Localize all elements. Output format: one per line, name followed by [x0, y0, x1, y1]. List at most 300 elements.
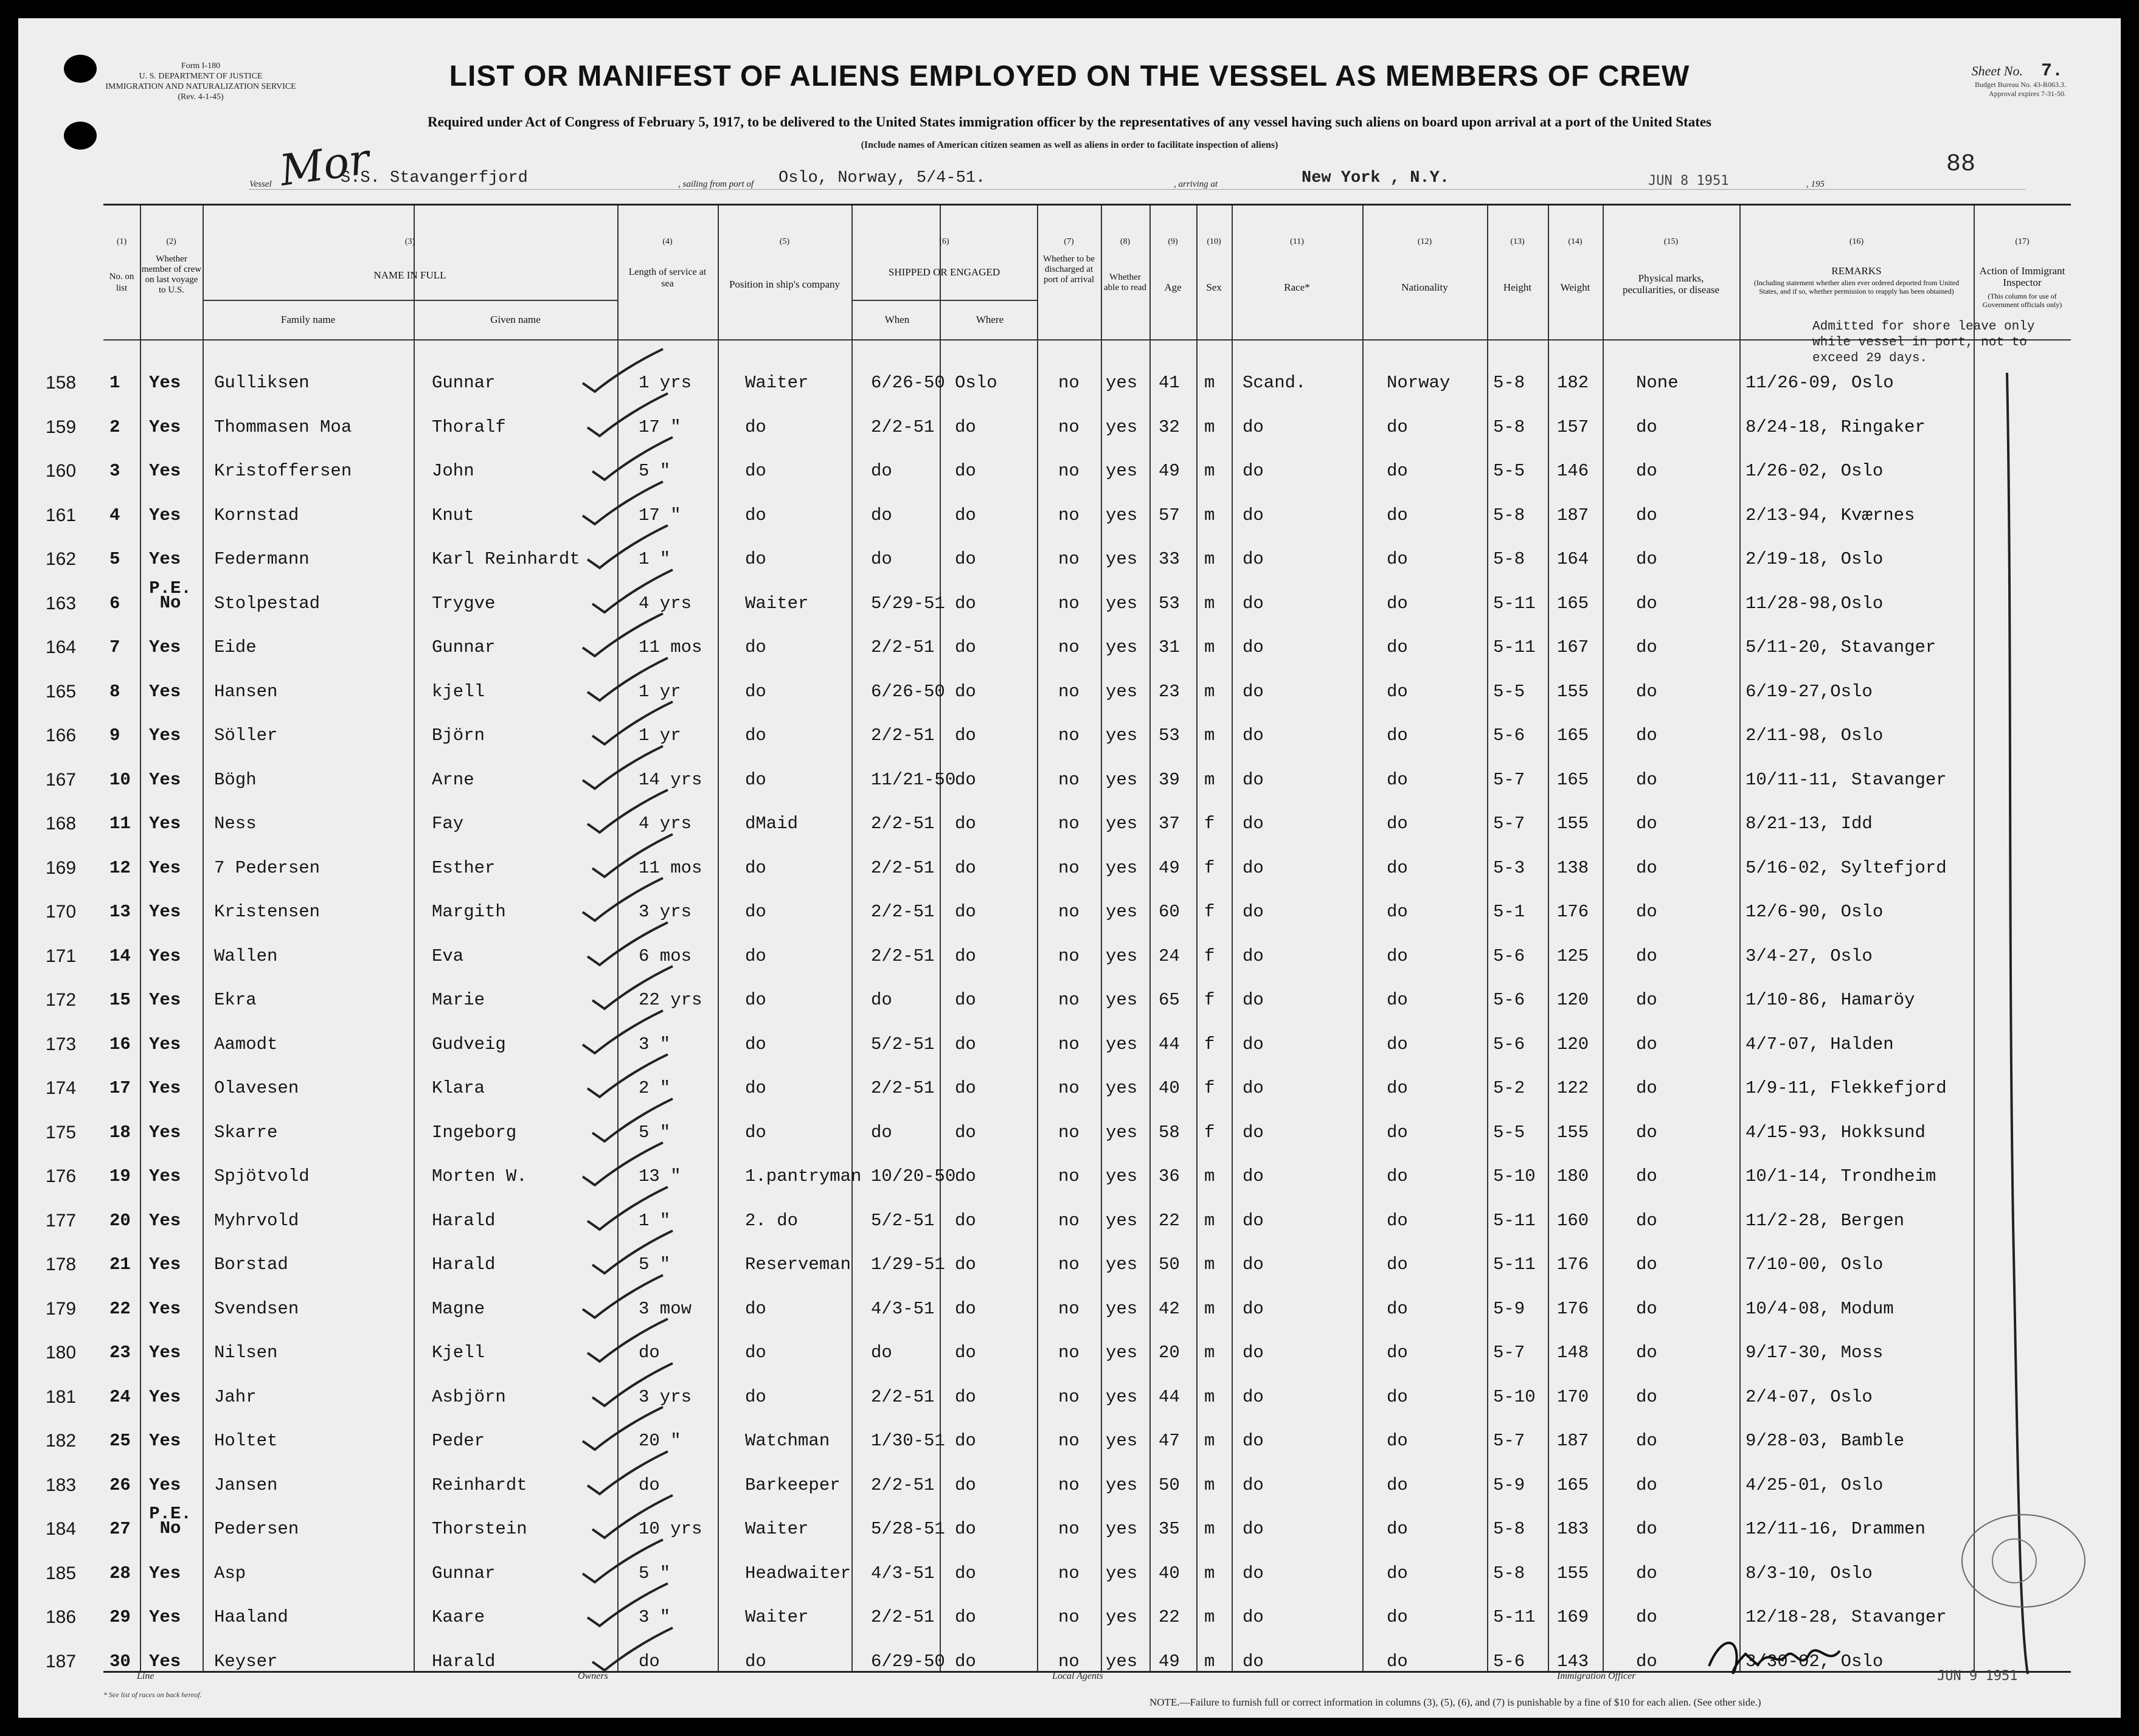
shipped-where-cell: do [955, 1607, 976, 1627]
col9-num: (9) [1168, 237, 1178, 246]
family-name-cell: Olavesen [214, 1078, 299, 1098]
discharged-cell: no [1058, 1210, 1080, 1231]
sex-cell: m [1204, 1386, 1215, 1407]
physical-marks-cell: do [1636, 990, 1657, 1010]
remarks-cell: 10/4-08, Modum [1746, 1298, 1894, 1319]
race-cell: do [1243, 1166, 1264, 1186]
position-cell: do [745, 637, 766, 657]
sheet-number [1972, 61, 2063, 81]
given-name-cell: Kaare [432, 1607, 485, 1627]
able-to-read-cell: yes [1106, 373, 1138, 393]
col11-num: (11) [1290, 237, 1304, 246]
nationality-cell: do [1387, 417, 1408, 437]
list-number-cell: 22 [109, 1298, 131, 1319]
remarks-cell: 5/11-20, Stavanger [1746, 637, 1936, 657]
sex-cell: m [1204, 1210, 1215, 1231]
position-cell: do [745, 1034, 766, 1054]
shipped-when-cell: 2/2-51 [871, 637, 935, 657]
height-cell: 5-7 [1493, 814, 1525, 834]
crew-member-cell: P.E. No [149, 578, 192, 613]
remark-note [1812, 319, 2034, 367]
race-cell: do [1243, 1343, 1264, 1363]
table-row [46, 461, 2071, 481]
age-cell: 47 [1159, 1431, 1180, 1451]
sex-cell: m [1204, 505, 1215, 525]
crew-member-cell: Yes [149, 1651, 181, 1672]
sex-cell: m [1204, 1166, 1215, 1186]
service-length-cell: 20 " [639, 1431, 681, 1451]
sex-cell: m [1204, 593, 1215, 614]
page-number: 88 [1946, 151, 1976, 178]
form-number: Form I-180 [181, 61, 221, 71]
crew-member-cell: Yes [149, 1563, 181, 1583]
position-cell: do [745, 549, 766, 569]
shipped-where-cell: do [955, 417, 976, 437]
family-name-cell: Gulliksen [214, 373, 310, 393]
physical-marks-cell: do [1636, 725, 1657, 745]
age-cell: 65 [1159, 990, 1180, 1010]
checkmark-icon [578, 610, 669, 659]
col3-family-label: Family name [280, 314, 336, 325]
table-row [46, 1210, 2071, 1231]
position-cell: Watchman [745, 1431, 830, 1451]
discharged-cell: no [1058, 505, 1080, 525]
crew-member-cell: Yes [149, 902, 181, 922]
family-name-cell: Söller [214, 725, 278, 745]
weight-cell: 182 [1557, 373, 1589, 393]
service-length-cell: 11 mos [639, 637, 702, 657]
nationality-cell: do [1387, 505, 1408, 525]
race-cell: do [1243, 857, 1264, 878]
position-cell: 2. do [745, 1210, 799, 1231]
given-name-cell: Gunnar [432, 1563, 496, 1583]
height-cell: 5-7 [1493, 1343, 1525, 1363]
checkmark-icon [578, 742, 669, 791]
manifest-sheet [18, 18, 2121, 1718]
shipped-when-cell: 1/29-51 [871, 1254, 945, 1274]
race-cell: do [1243, 902, 1264, 922]
able-to-read-cell: yes [1106, 946, 1138, 966]
sex-cell: m [1204, 1298, 1215, 1319]
shipped-when-cell: 2/2-51 [871, 1607, 935, 1627]
age-cell: 24 [1159, 946, 1180, 966]
age-cell: 37 [1159, 814, 1180, 834]
line-number-cell: 175 [46, 1122, 77, 1143]
race-cell: do [1243, 1034, 1264, 1054]
sex-cell: m [1204, 1343, 1215, 1363]
family-name-cell: 7 Pedersen [214, 857, 321, 878]
list-number-cell: 18 [109, 1122, 131, 1143]
race-cell: do [1243, 814, 1264, 834]
service-length-cell: do [639, 1651, 660, 1672]
vessel-line [249, 169, 2025, 195]
service-length-cell: 1 " [639, 1210, 671, 1231]
checkmark-icon [583, 1315, 674, 1364]
height-cell: 5-8 [1493, 1563, 1525, 1583]
arrival-date-stamp: JUN 8 1951 [1648, 173, 1729, 188]
sex-cell: f [1204, 814, 1215, 834]
discharged-cell: no [1058, 814, 1080, 834]
age-cell: 60 [1159, 902, 1180, 922]
nationality-cell: do [1387, 1431, 1408, 1451]
discharged-cell: no [1058, 1343, 1080, 1363]
line-number-cell: 173 [46, 1034, 77, 1054]
list-number-cell: 29 [109, 1607, 131, 1627]
shipped-where-cell: do [955, 769, 976, 790]
table-row [46, 505, 2071, 525]
remarks-cell: 4/7-07, Halden [1746, 1034, 1894, 1054]
line-number-cell: 183 [46, 1475, 77, 1495]
sex-cell: m [1204, 1563, 1215, 1583]
table-row [46, 1563, 2071, 1583]
family-name-cell: Borstad [214, 1254, 288, 1274]
able-to-read-cell: yes [1106, 593, 1138, 614]
physical-marks-cell: do [1636, 1034, 1657, 1054]
discharged-cell: no [1058, 549, 1080, 569]
line-number-cell: 170 [46, 902, 77, 922]
footer-officer-label: Immigration Officer [1557, 1671, 1636, 1681]
list-number-cell: 11 [109, 814, 131, 834]
race-cell: do [1243, 990, 1264, 1010]
nationality-cell: do [1387, 1386, 1408, 1407]
remarks-cell: 6/19-27,Oslo [1746, 681, 1873, 702]
given-name-cell: Karl Reinhardt [432, 549, 580, 569]
service-length-cell: 4 yrs [639, 593, 692, 614]
line-number-cell: 160 [46, 461, 77, 481]
service-length-cell: do [639, 1343, 660, 1363]
given-name-cell: Morten W. [432, 1166, 527, 1186]
sex-cell: m [1204, 769, 1215, 790]
shipped-when-cell: 2/2-51 [871, 1078, 935, 1098]
age-cell: 23 [1159, 681, 1180, 702]
nationality-cell: do [1387, 769, 1408, 790]
weight-cell: 169 [1557, 1607, 1589, 1627]
family-name-cell: Myhrvold [214, 1210, 299, 1231]
age-cell: 22 [1159, 1607, 1180, 1627]
col16-label: REMARKS [1831, 265, 1882, 277]
race-cell: do [1243, 1607, 1264, 1627]
family-name-cell: Pedersen [214, 1519, 299, 1539]
list-number-cell: 12 [109, 857, 131, 878]
weight-cell: 155 [1557, 814, 1589, 834]
shipped-where-cell: do [955, 725, 976, 745]
col8-num: (8) [1120, 237, 1131, 246]
physical-marks-cell: do [1636, 769, 1657, 790]
weight-cell: 187 [1557, 505, 1589, 525]
shipped-when-cell: 6/26-50 [871, 373, 945, 393]
crew-member-cell: Yes [149, 373, 181, 393]
physical-marks-cell: do [1636, 549, 1657, 569]
age-cell: 39 [1159, 769, 1180, 790]
physical-marks-cell: do [1636, 1386, 1657, 1407]
able-to-read-cell: yes [1106, 1298, 1138, 1319]
family-name-cell: Skarre [214, 1122, 278, 1143]
shipped-when-cell: 6/26-50 [871, 681, 945, 702]
physical-marks-cell: do [1636, 637, 1657, 657]
col14-num: (14) [1568, 237, 1583, 246]
position-cell: do [745, 505, 766, 525]
line-number-cell: 178 [46, 1254, 77, 1274]
remarks-cell: 7/10-00, Oslo [1746, 1254, 1884, 1274]
line-number-cell: 166 [46, 725, 77, 745]
family-name-cell: Hansen [214, 681, 278, 702]
weight-cell: 155 [1557, 681, 1589, 702]
nationality-cell: do [1387, 725, 1408, 745]
race-cell: do [1243, 681, 1264, 702]
weight-cell: 180 [1557, 1166, 1589, 1186]
table-row [46, 814, 2071, 834]
age-cell: 33 [1159, 549, 1180, 569]
col6-label: SHIPPED OR ENGAGED [888, 266, 1000, 278]
discharged-cell: no [1058, 1563, 1080, 1583]
checkmark-icon [578, 1271, 669, 1320]
checkmark-icon [578, 1139, 669, 1188]
given-name-cell: Asbjörn [432, 1386, 506, 1407]
discharged-cell: no [1058, 769, 1080, 790]
sex-cell: m [1204, 549, 1215, 569]
remark-note-line-1: Admitted for shore leave only [1812, 320, 2035, 334]
checkmark-icon [583, 1051, 674, 1099]
age-cell: 31 [1159, 637, 1180, 657]
line-number-cell: 187 [46, 1651, 77, 1672]
arriving-label: , arriving at [1174, 179, 1218, 189]
height-cell: 5-6 [1493, 1034, 1525, 1054]
shipped-when-cell: 11/21-50 [871, 769, 956, 790]
sex-cell: f [1204, 946, 1215, 966]
footnote: * See list of races on back hereof. [103, 1690, 202, 1699]
list-number-cell: 8 [109, 681, 120, 702]
nationality-cell: do [1387, 549, 1408, 569]
height-cell: 5-10 [1493, 1386, 1536, 1407]
race-cell: do [1243, 1122, 1264, 1143]
sex-cell: f [1204, 1122, 1215, 1143]
service-name: IMMIGRATION AND NATURALIZATION SERVICE [105, 82, 296, 91]
given-name-cell: Thorstein [432, 1519, 527, 1539]
family-name-cell: Aamodt [214, 1034, 278, 1054]
physical-marks-cell: do [1636, 1651, 1657, 1672]
nationality-cell: Norway [1387, 373, 1451, 393]
discharged-cell: no [1058, 1607, 1080, 1627]
race-cell: do [1243, 1254, 1264, 1274]
col9-label: Age [1164, 282, 1182, 293]
shipped-when-cell: 5/2-51 [871, 1034, 935, 1054]
crew-member-cell: Yes [149, 681, 181, 702]
checkmark-icon [583, 522, 674, 570]
height-cell: 5-8 [1493, 1519, 1525, 1539]
remarks-cell: 9/28-03, Bamble [1746, 1431, 1905, 1451]
race-cell: do [1243, 1651, 1264, 1672]
shipped-where-cell: do [955, 1563, 976, 1583]
able-to-read-cell: yes [1106, 1386, 1138, 1407]
race-cell: do [1243, 1519, 1264, 1539]
shipped-where-cell: do [955, 857, 976, 878]
checkmark-icon [588, 566, 679, 615]
col2-num: (2) [166, 237, 176, 246]
col17-label: Action of Immigrant Inspector [1979, 265, 2065, 288]
position-cell: do [745, 461, 766, 481]
year-label: , 195 [1806, 179, 1825, 189]
shipped-when-cell: 4/3-51 [871, 1298, 935, 1319]
race-cell: do [1243, 769, 1264, 790]
vessel-label: Vessel [249, 179, 272, 189]
crew-member-cell: Yes [149, 1122, 181, 1143]
discharged-cell: no [1058, 1254, 1080, 1274]
race-cell: do [1243, 1475, 1264, 1495]
discharged-cell: no [1058, 417, 1080, 437]
line-number-cell: 169 [46, 857, 77, 878]
discharged-cell: no [1058, 1519, 1080, 1539]
remarks-cell: 2/13-94, Kværnes [1746, 505, 1915, 525]
footer-owners-label: Owners [578, 1671, 608, 1681]
line-number-cell: 180 [46, 1343, 77, 1363]
given-name-cell: Magne [432, 1298, 485, 1319]
position-cell: do [745, 1298, 766, 1319]
remarks-cell: 4/25-01, Oslo [1746, 1475, 1884, 1495]
age-cell: 20 [1159, 1343, 1180, 1363]
table-row [46, 1504, 2071, 1539]
crew-member-cell: Yes [149, 549, 181, 569]
list-number-cell: 25 [109, 1431, 131, 1451]
list-number-cell: 5 [109, 549, 120, 569]
sheet-label: Sheet No. [1971, 63, 2023, 78]
remarks-cell: 9/17-30, Moss [1746, 1343, 1884, 1363]
sex-cell: f [1204, 1034, 1215, 1054]
arriving-port: New York , N.Y. [1302, 169, 1450, 187]
physical-marks-cell: None [1636, 373, 1679, 393]
line-number-cell: 172 [46, 990, 77, 1010]
able-to-read-cell: yes [1106, 902, 1138, 922]
list-number-cell: 4 [109, 505, 120, 525]
nationality-cell: do [1387, 1122, 1408, 1143]
remarks-cell: 1/10-86, Hamaröy [1746, 990, 1915, 1010]
weight-cell: 120 [1557, 1034, 1589, 1054]
given-name-cell: Eva [432, 946, 464, 966]
height-cell: 5-10 [1493, 1166, 1536, 1186]
physical-marks-cell: do [1636, 1122, 1657, 1143]
height-cell: 5-7 [1493, 1431, 1525, 1451]
list-number-cell: 13 [109, 902, 131, 922]
line-number-cell: 158 [46, 373, 77, 393]
table-row [46, 1254, 2071, 1274]
checkmark-icon [578, 478, 669, 527]
family-name-cell: Holtet [214, 1431, 278, 1451]
able-to-read-cell: yes [1106, 769, 1138, 790]
position-cell: do [745, 681, 766, 702]
height-cell: 5-11 [1493, 1210, 1536, 1231]
checkmark-icon [583, 786, 674, 835]
nationality-cell: do [1387, 1563, 1408, 1583]
given-name-cell: Harald [432, 1254, 496, 1274]
shipped-when-cell: do [871, 1122, 892, 1143]
crew-member-cell: Yes [149, 1298, 181, 1319]
list-number-cell: 17 [109, 1078, 131, 1098]
service-length-cell: 5 " [639, 1563, 671, 1583]
age-cell: 49 [1159, 1651, 1180, 1672]
nationality-cell: do [1387, 1343, 1408, 1363]
table-row [46, 578, 2071, 614]
service-length-cell: 3 " [639, 1607, 671, 1627]
sex-cell: m [1204, 725, 1215, 745]
shipped-when-cell: do [871, 505, 892, 525]
crew-member-cell: Yes [149, 1475, 181, 1495]
service-length-cell: 3 yrs [639, 1386, 692, 1407]
height-cell: 5-5 [1493, 1122, 1525, 1143]
physical-marks-cell: do [1636, 681, 1657, 702]
discharged-cell: no [1058, 637, 1080, 657]
able-to-read-cell: yes [1106, 814, 1138, 834]
nationality-cell: do [1387, 1034, 1408, 1054]
vessel-name: S.S. Stavangerfjord [341, 169, 528, 187]
sex-cell: f [1204, 1078, 1215, 1098]
checkmark-icon [588, 698, 679, 747]
height-cell: 5-2 [1493, 1078, 1525, 1098]
age-cell: 53 [1159, 725, 1180, 745]
remarks-cell: 8/24-18, Ringaker [1746, 417, 1926, 437]
race-cell: Scand. [1243, 373, 1306, 393]
physical-marks-cell: do [1636, 1431, 1657, 1451]
line-number-cell: 176 [46, 1166, 77, 1186]
discharged-cell: no [1058, 373, 1080, 393]
list-number-cell: 24 [109, 1386, 131, 1407]
position-cell: Headwaiter [745, 1563, 851, 1583]
service-length-cell: 4 yrs [639, 814, 692, 834]
shipped-when-cell: 2/2-51 [871, 1475, 935, 1495]
sheet-value: 7. [2040, 61, 2063, 81]
height-cell: 5-9 [1493, 1475, 1525, 1495]
shipped-when-cell: 2/2-51 [871, 814, 935, 834]
table-row [46, 373, 2071, 393]
table-row [46, 1034, 2071, 1054]
race-cell: do [1243, 1298, 1264, 1319]
given-name-cell: John [432, 461, 474, 481]
able-to-read-cell: yes [1106, 417, 1138, 437]
given-name-cell: Marie [432, 990, 485, 1010]
position-cell: do [745, 946, 766, 966]
height-cell: 5-8 [1493, 417, 1525, 437]
revision: (Rev. 4-1-45) [178, 92, 224, 102]
family-name-cell: Kristensen [214, 902, 321, 922]
race-cell: do [1243, 505, 1264, 525]
discharged-cell: no [1058, 1431, 1080, 1451]
height-cell: 5-7 [1493, 769, 1525, 790]
nationality-cell: do [1387, 1607, 1408, 1627]
list-number-cell: 1 [109, 373, 120, 393]
checkmark-icon [578, 1007, 669, 1056]
given-name-cell: Kjell [432, 1343, 485, 1363]
able-to-read-cell: yes [1106, 1122, 1138, 1143]
remarks-cell: 11/2-28, Bergen [1746, 1210, 1905, 1231]
shipped-when-cell: 1/30-51 [871, 1431, 945, 1451]
age-cell: 49 [1159, 461, 1180, 481]
crew-member-cell: Yes [149, 946, 181, 966]
remarks-cell: 4/15-93, Hokksund [1746, 1122, 1926, 1143]
col17-sublabel: (This column for use of Government officials only) [1982, 292, 2062, 309]
crew-member-cell: Yes [149, 1343, 181, 1363]
given-name-cell: Esther [432, 857, 496, 878]
nationality-cell: do [1387, 902, 1408, 922]
col6-num: (6) [939, 237, 949, 246]
age-cell: 57 [1159, 505, 1180, 525]
shipped-where-cell: do [955, 1431, 976, 1451]
able-to-read-cell: yes [1106, 1563, 1138, 1583]
position-cell: do [745, 990, 766, 1010]
budget-info [1975, 80, 2066, 99]
discharged-cell: no [1058, 1651, 1080, 1672]
physical-marks-cell: do [1636, 1475, 1657, 1495]
height-cell: 5-8 [1493, 549, 1525, 569]
discharged-cell: no [1058, 1078, 1080, 1098]
shipped-where-cell: do [955, 1210, 976, 1231]
